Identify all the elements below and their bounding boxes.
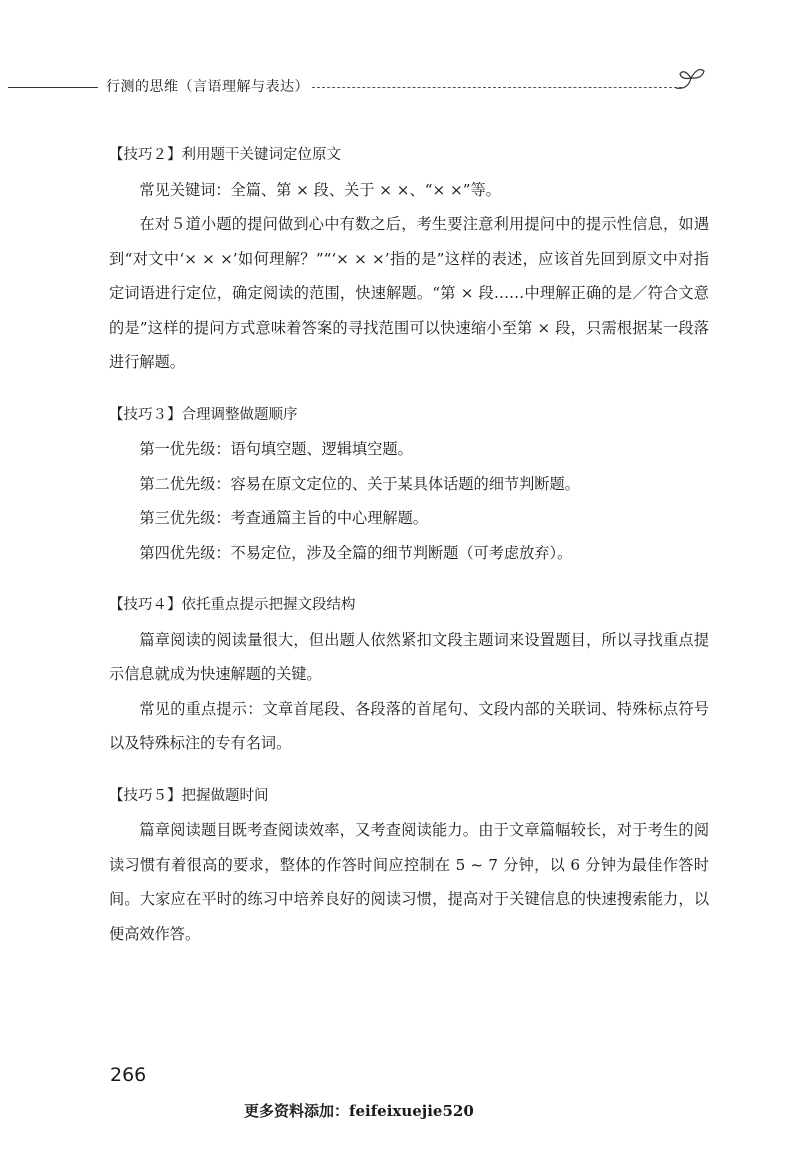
priority-item: 第三优先级：考查通篇主旨的中心理解题。: [139, 509, 428, 527]
paragraph: 常见的重点提示：文章首尾段、各段落的首尾句、文段内部的关联词、特殊标点符号以及特殊标注的专有名词。: [109, 699, 709, 752]
section-heading-5: 【技巧５】把握做题时间: [109, 787, 269, 804]
section-heading-2: 【技巧２】利用题干关键词定位原文: [109, 147, 341, 163]
section-heading-3: 【技巧３】合理调整做题顺序: [109, 406, 298, 423]
header-rule-left: [8, 87, 98, 88]
section-heading-4: 【技巧４】依托重点提示把握文段结构: [109, 597, 356, 613]
running-header: [0, 70, 800, 110]
footer-note: 更多资料添加：feifeixuejie520: [244, 1102, 474, 1120]
page-body: [109, 138, 709, 951]
page-number: 266: [110, 1064, 147, 1086]
paragraph: 篇章阅读题目既考查阅读效率，又考查阅读能力。由于文章篇幅较长，对于考生的阅读习惯有着很高的要求，整体的作答时间应控制在 5 ~ 7 分钟，以 6 分钟为最佳作答时间。大家应在平时的练习中培养良好的阅读习惯，提高对于关键信息的快速搜索能力，以便高效作答。: [109, 821, 709, 943]
priority-item: 第四优先级：不易定位，涉及全篇的细节判断题（可考虑放弃）。: [139, 543, 573, 562]
sprout-icon: [674, 66, 708, 92]
paragraph: 常见关键词：全篇、第 × 段、关于 × ×、“× ×”等。: [139, 180, 501, 199]
header-rule-right: [312, 87, 682, 88]
header-title: 行测的思维（言语理解与表达）: [106, 79, 309, 95]
paragraph: 篇章阅读的阅读量很大，但出题人依然紧扣文段主题词来设置题目，所以寻找重点提示信息就成为快速解题的关键。: [109, 630, 709, 683]
paragraph: 在对５道小题的提问做到心中有数之后，考生要注意利用提问中的提示性信息，如遇到“对文中‘× × ×’如何理解？”“‘× × ×’指的是”这样的表述，应该首先回到原文中对指定词语进行定位，确定阅读的范围，快速解题。“第 × 段……中理解正确的是／符合文意的是”这样的提问方式意味着答案的寻找范围可以快速缩小至第 × 段，只需根据某一段落进行解题。: [109, 215, 709, 371]
priority-item: 第一优先级：语句填空题、逻辑填空题。: [139, 440, 413, 458]
priority-item: 第二优先级：容易在原文定位的、关于某具体话题的细节判断题。: [139, 474, 580, 493]
